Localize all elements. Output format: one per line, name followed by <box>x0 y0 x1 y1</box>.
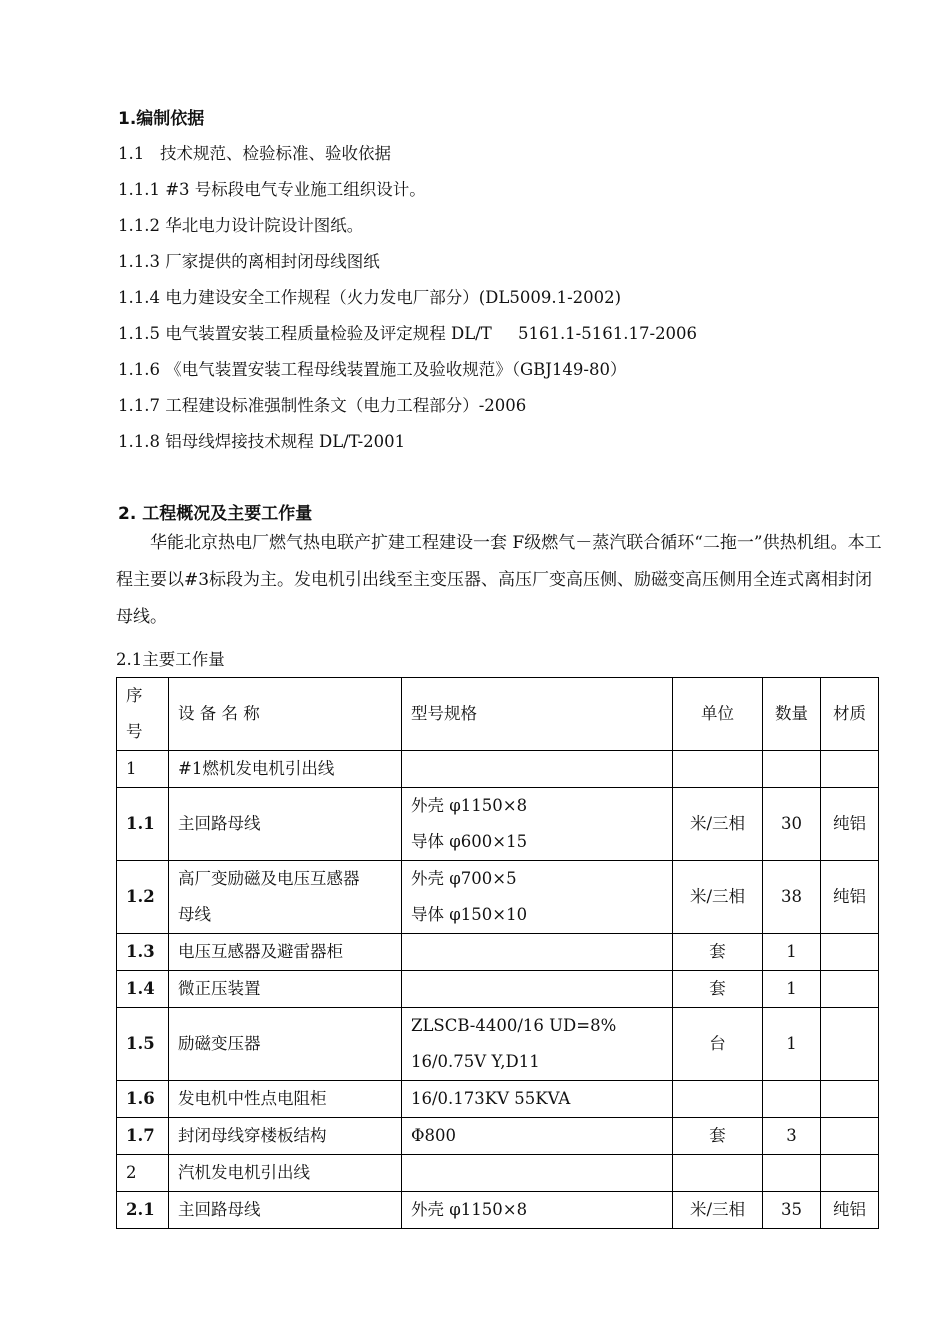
cell-name: 主回路母线 <box>169 1192 402 1229</box>
cell-unit <box>673 751 763 788</box>
section1-subheading: 1.1 技术规范、检验标准、验收依据 <box>118 144 391 163</box>
cell-model: 16/0.173KV 55KVA <box>402 1081 673 1118</box>
cell-seq: 2 <box>117 1155 169 1192</box>
table-row <box>117 751 879 788</box>
cell-seq: 1.1 <box>117 788 169 861</box>
cell-seq: 1.4 <box>117 971 169 1008</box>
cell-material: 纯铝 <box>821 1192 879 1229</box>
header-name: 设 备 名 称 <box>169 678 402 751</box>
cell-unit: 套 <box>673 1118 763 1155</box>
cell-material <box>821 1008 879 1081</box>
basis-item: 1.1.1 #3 号标段电气专业施工组织设计。 <box>118 180 426 199</box>
basis-item: 1.1.4 电力建设安全工作规程（火力发电厂部分）(DL5009.1-2002) <box>118 288 622 307</box>
workload-subheading: 2.1主要工作量 <box>116 650 225 669</box>
basis-item: 1.1.8 铝母线焊接技术规程 DL/T-2001 <box>118 432 406 451</box>
table-row <box>117 1008 879 1081</box>
cell-model: 外壳 φ1150×8 导体 φ600×15 <box>402 788 673 861</box>
workload-table <box>116 677 879 1229</box>
cell-unit <box>673 1155 763 1192</box>
cell-unit: 米/三相 <box>673 1192 763 1229</box>
cell-name: 高厂变励磁及电压互感器 母线 <box>169 861 402 934</box>
cell-name: 励磁变压器 <box>169 1008 402 1081</box>
cell-name: 主回路母线 <box>169 788 402 861</box>
table-row <box>117 861 879 934</box>
cell-material <box>821 1118 879 1155</box>
cell-model: ZLSCB-4400/16 UD=8% 16/0.75V Y,D11 <box>402 1008 673 1081</box>
cell-qty <box>763 1155 821 1192</box>
header-qty: 数量 <box>763 678 821 751</box>
cell-unit: 米/三相 <box>673 861 763 934</box>
basis-item: 1.1.5 电气装置安装工程质量检验及评定规程 DL/T 5161.1-5161.17-2006 <box>118 324 698 343</box>
cell-name: 电压互感器及避雷器柜 <box>169 934 402 971</box>
table-header-row <box>117 678 879 751</box>
cell-qty <box>763 751 821 788</box>
cell-material <box>821 1155 879 1192</box>
table-row <box>117 1155 879 1192</box>
cell-seq: 1.5 <box>117 1008 169 1081</box>
basis-item: 1.1.2 华北电力设计院设计图纸。 <box>118 216 364 235</box>
cell-seq: 1.7 <box>117 1118 169 1155</box>
cell-material <box>821 751 879 788</box>
cell-name: 汽机发电机引出线 <box>169 1155 402 1192</box>
cell-material <box>821 934 879 971</box>
cell-qty: 1 <box>763 971 821 1008</box>
cell-seq: 1 <box>117 751 169 788</box>
cell-unit: 套 <box>673 971 763 1008</box>
section1-heading: 1.编制依据 <box>118 109 205 129</box>
cell-model <box>402 751 673 788</box>
cell-unit: 套 <box>673 934 763 971</box>
table-row <box>117 1192 879 1229</box>
table-row <box>117 1118 879 1155</box>
cell-model: 外壳 φ700×5 导体 φ150×10 <box>402 861 673 934</box>
cell-model <box>402 934 673 971</box>
table-row <box>117 788 879 861</box>
cell-material <box>821 1081 879 1118</box>
cell-model <box>402 971 673 1008</box>
cell-name: 发电机中性点电阻柜 <box>169 1081 402 1118</box>
cell-qty <box>763 1081 821 1118</box>
cell-seq: 1.6 <box>117 1081 169 1118</box>
cell-unit: 台 <box>673 1008 763 1081</box>
cell-qty: 3 <box>763 1118 821 1155</box>
cell-qty: 1 <box>763 934 821 971</box>
cell-seq: 2.1 <box>117 1192 169 1229</box>
cell-unit <box>673 1081 763 1118</box>
cell-qty: 1 <box>763 1008 821 1081</box>
header-material: 材质 <box>821 678 879 751</box>
basis-item: 1.1.3 厂家提供的离相封闭母线图纸 <box>118 252 380 271</box>
cell-model <box>402 1155 673 1192</box>
cell-material: 纯铝 <box>821 788 879 861</box>
section2-heading: 2. 工程概况及主要工作量 <box>118 504 313 524</box>
cell-material: 纯铝 <box>821 861 879 934</box>
cell-qty: 30 <box>763 788 821 861</box>
cell-seq: 1.3 <box>117 934 169 971</box>
cell-qty: 38 <box>763 861 821 934</box>
cell-qty: 35 <box>763 1192 821 1229</box>
cell-material <box>821 971 879 1008</box>
header-seq: 序 号 <box>117 678 169 751</box>
header-model: 型号规格 <box>402 678 673 751</box>
basis-item: 1.1.7 工程建设标准强制性条文（电力工程部分）-2006 <box>118 396 527 415</box>
cell-unit: 米/三相 <box>673 788 763 861</box>
header-unit: 单位 <box>673 678 763 751</box>
table-row <box>117 971 879 1008</box>
project-overview-paragraph: 华能北京热电厂燃气热电联产扩建工程建设一套 F级燃气－蒸汽联合循环“二拖一”供热机组。本工程主要以#3标段为主。发电机引出线至主变压器、高压厂变高压侧、励磁变高压侧用全连式离相封闭母线。 <box>116 533 882 627</box>
cell-model: 外壳 φ1150×8 <box>402 1192 673 1229</box>
cell-name: 封闭母线穿楼板结构 <box>169 1118 402 1155</box>
cell-name: 微正压装置 <box>169 971 402 1008</box>
basis-item: 1.1.6 《电气装置安装工程母线装置施工及验收规范》（GBJ149-80） <box>118 360 627 379</box>
table-row <box>117 934 879 971</box>
cell-name: #1燃机发电机引出线 <box>169 751 402 788</box>
table-row <box>117 1081 879 1118</box>
cell-model: Φ800 <box>402 1118 673 1155</box>
cell-seq: 1.2 <box>117 861 169 934</box>
